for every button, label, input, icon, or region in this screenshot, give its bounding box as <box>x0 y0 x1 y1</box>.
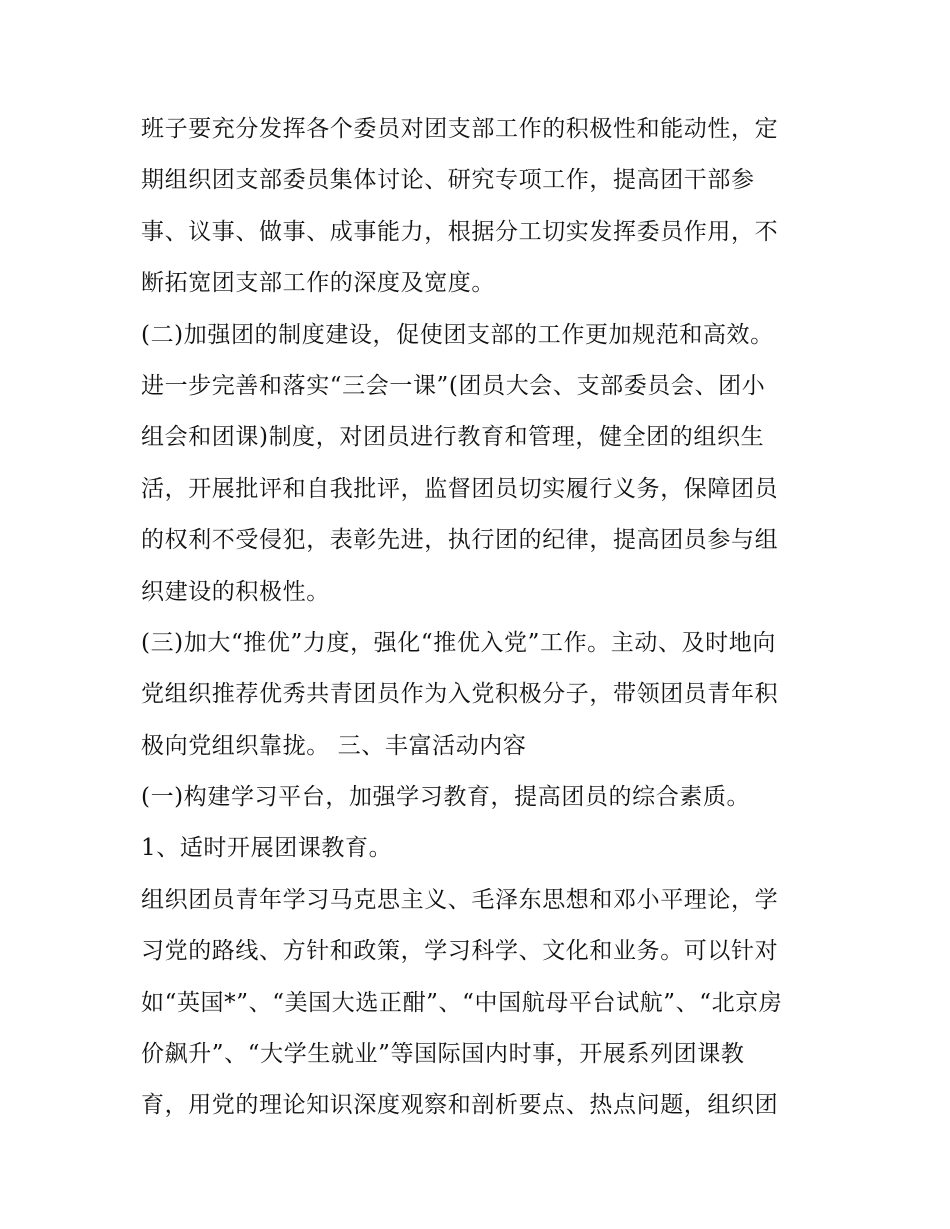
text-line: 断拓宽团支部工作的深度及宽度。 <box>141 270 495 297</box>
section-heading: (三)加大“推优”力度，强化“推优入党”工作。主动、及时地向 <box>141 629 776 656</box>
text-line: 活，开展批评和自我批评，监督团员切实履行义务，保障团员 <box>141 475 779 502</box>
text-line: 事、议事、做事、成事能力，根据分工切实发挥委员作用，不 <box>141 218 779 245</box>
text-line: 价飙升”、“大学生就业”等国际国内时事，开展系列团课教 <box>141 1041 745 1068</box>
text-line: 如“英国*”、“美国大选正酣”、“中国航母平台试航”、“北京房 <box>141 989 783 1016</box>
text-line: 进一步完善和落实“三会一课”(团员大会、支部委员会、团小 <box>141 372 766 399</box>
text-line: 极向党组织靠拢。 三、丰富活动内容 <box>141 732 527 759</box>
text-line: 育，用党的理论知识深度观察和剖析要点、热点问题，组织团 <box>141 1092 779 1119</box>
subsection-heading: 1、适时开展团课教育。 <box>141 835 393 862</box>
text-line: 织建设的积极性。 <box>141 578 330 605</box>
text-line: 的权利不受侵犯，表彰先进，执行团的纪律，提高团员参与组 <box>141 527 779 554</box>
section-heading: (二)加强团的制度建设，促使团支部的工作更加规范和高效。 <box>141 321 774 348</box>
section-heading: (一)构建学习平台，加强学习教育，提高团员的综合素质。 <box>141 784 751 811</box>
document-body <box>141 110 821 1138</box>
text-line: 习党的路线、方针和政策，学习科学、文化和业务。可以针对 <box>141 938 779 965</box>
text-line: 期组织团支部委员集体讨论、研究专项工作，提高团干部参 <box>141 167 755 194</box>
text-line: 班子要充分发挥各个委员对团支部工作的积极性和能动性，定 <box>141 116 779 142</box>
text-line: 组会和团课)制度，对团员进行教育和管理，健全团的组织生 <box>141 424 765 451</box>
text-line: 党组织推荐优秀共青团员作为入党积极分子，带领团员青年积 <box>141 681 779 708</box>
text-line: 组织团员青年学习马克思主义、毛泽东思想和邓小平理论，学 <box>141 886 779 913</box>
